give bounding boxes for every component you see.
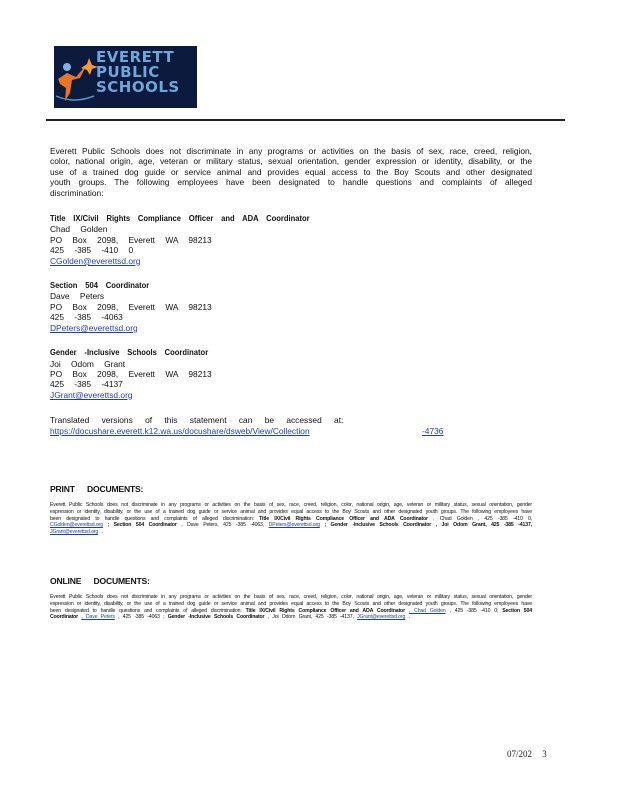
district-logo [54, 46, 197, 108]
translated-versions-text: Translated versions of this statement can be accessed at: [50, 415, 344, 426]
name-link[interactable]: , Chad Golden [408, 607, 446, 614]
translated-versions-link[interactable]: https://docushare.everett.k12.wa.us/docushare/dsweb/View/Collection [50, 425, 310, 436]
contact-email-link[interactable]: DPeters@everettsd.org [50, 322, 138, 333]
contact-section-504 [50, 281, 532, 333]
email-link[interactable]: DPeters@everettsd.org [268, 522, 320, 529]
contact-title: Title IX/Civil Rights Compliance Officer and ADA Coordinator [50, 214, 310, 224]
contact-address: PO Box 2098, Everett WA 98213 [50, 368, 212, 379]
contact-title: Section 504 Coordinator [50, 281, 150, 291]
contact-phone: 425 -385 -4063 [50, 312, 123, 323]
page-footer-date: 07/202 3 [507, 749, 547, 759]
contact-title: Gender -Inclusive Schools Coordinator [50, 348, 209, 358]
online-documents-statement: Everett Public Schools does not discriminate in any programs or activities on the basis of sex, race, creed, religion, color, national origin, age, veteran or military status, sexual orientation, gender expression or identity, disability, or the use of a trained dog guide or service animal and provides equal access to the Boy Scouts and other designated youth groups. The following employees have been designated to handle questions and complaints of alleged discrimination: Title IX/Civil Rights Compliance Officer and ADA Coordinator , Chad Golden , 425 -385 -410 0; Section 504 Coordinator , Dave Peters , 425 -385 -4063 ; Gender -Inclusive Schools Coordinator , Joi Odom Grant, 425 -385 -4137, JGrant@everettsd.org . [50, 594, 532, 621]
contact-phone: 425 -385 -410 0 [50, 245, 134, 256]
contact-address: PO Box 2098, Everett WA 98213 [50, 301, 212, 312]
logo-wordmark: EVERETT PUBLIC SCHOOLS [96, 48, 180, 96]
contact-title-ix [50, 214, 532, 266]
name-link[interactable]: , Dave Peters [81, 614, 115, 621]
print-documents-statement: Everett Public Schools does not discriminate in any programs or activities on the basis of sex, race, creed, religion, color, national origin, age, veteran or military status, sexual orientation, gender expression or identity, disability, or the use of a trained dog guide or service animal and provides equal access to the Boy Scouts and other designated youth groups. The following employees have been designated to handle questions and complaints of alleged discrimination: Title IX/Civil Rights Compliance Officer and ADA Coordinator , Chad Golden , 425 -385 -410 0, CGolden@everettsd.org ; Section 504 Coordinator , Dave Peters, 425 -385 -4063, DPeters@everettsd.org ; Gender -Inclusive Schools Coordinator , Joi Odom Grant, 425 -385 -4137, JGrant@everettsd.org . [50, 502, 533, 536]
translated-versions-link-suffix[interactable]: -4736 [422, 425, 444, 436]
email-link[interactable]: JGrant@everettsd.org [50, 529, 99, 536]
online-documents-heading: ONLINE DOCUMENTS: [50, 575, 150, 586]
contact-email-link[interactable]: JGrant@everettsd.org [50, 389, 133, 400]
print-documents-heading: PRINT DOCUMENTS: [50, 483, 144, 494]
contact-name: Joi Odom Grant [50, 358, 126, 369]
contact-gender-inclusive [50, 348, 532, 400]
email-link[interactable]: JGrant@everettsd.org [357, 614, 406, 621]
contact-address: PO Box 2098, Everett WA 98213 [50, 234, 212, 245]
contact-name: Dave Peters [50, 291, 105, 302]
contact-phone: 425 -385 -4137 [50, 379, 123, 390]
nondiscrimination-statement: Everett Public Schools does not discriminate in any programs or activities on the basis of sex, race, creed, religion, color, national origin, age, veteran or military status, sexual orientation, gender expression or identity, disability, or the use of a trained dog guide or service animal and provides equal access to the Boy Scouts and other designated youth groups. The following employees have been designated to handle questions and complaints of alleged discrimination: [50, 146, 532, 198]
email-link[interactable]: CGolden@everettsd.org [50, 522, 103, 529]
contact-name: Chad Golden [50, 224, 108, 235]
statement-body [50, 146, 532, 621]
contact-email-link[interactable]: CGolden@everettsd.org [50, 255, 141, 266]
header-divider [46, 119, 565, 121]
